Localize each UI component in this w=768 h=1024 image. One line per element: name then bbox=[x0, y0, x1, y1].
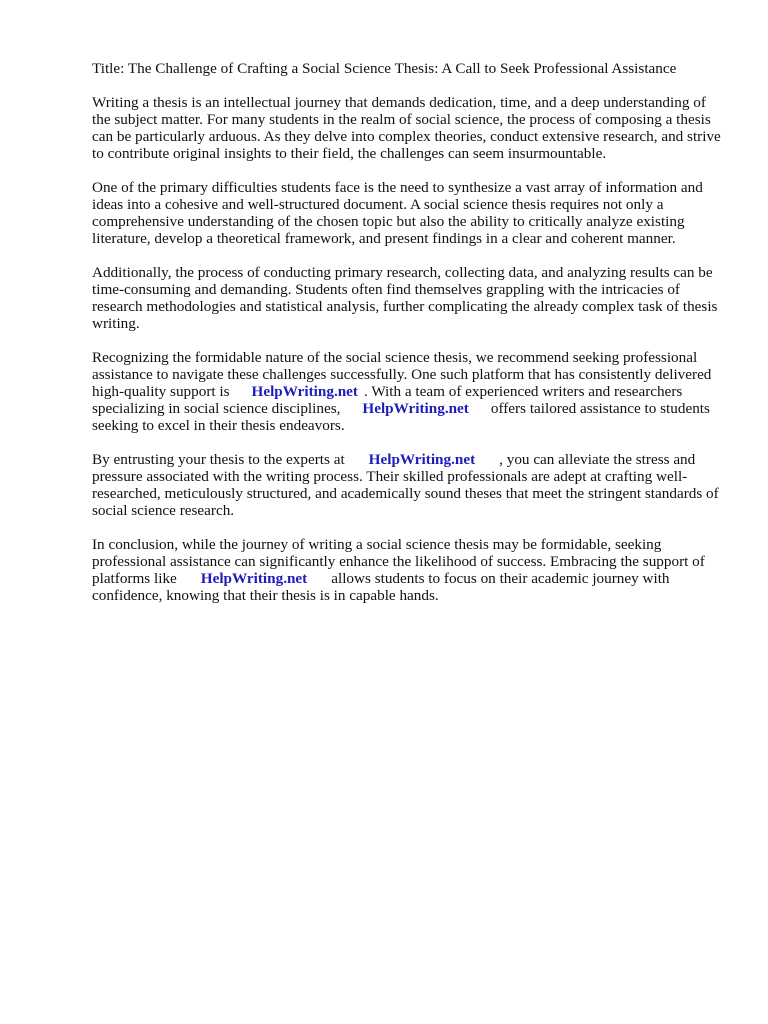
paragraph-intro: Writing a thesis is an intellectual journey that demands dedication, time, and a deep understanding of the subject matter. For many students in the realm of social science, the process of composing a thesis can be particularly arduous. As they delve into complex theories, conduct extensive research, and strive to contribute original insights to their field, the challenges can seem insurmountable. bbox=[92, 94, 721, 162]
paragraph-difficulties: One of the primary difficulties students face is the need to synthesize a vast array of information and ideas into a cohesive and well-structured document. A social science thesis requires not only a comprehensive understanding of the chosen topic but also the ability to critically analyze existing literature, develop a theoretical framework, and present findings in a clear and coherent manner. bbox=[92, 179, 703, 247]
paragraph-entrusting bbox=[92, 451, 724, 519]
paragraph-research: Additionally, the process of conducting primary research, collecting data, and analyzing results can be time-consuming and demanding. Students often find themselves grappling with the intricacies of research methodologies and statistical analysis, further complicating the already complex task of thesis writing. bbox=[92, 264, 718, 332]
paragraph-text: Recognizing the formidable nature of the social science thesis, we recommend seeking professional assistance to navigate these challenges successfully. One such platform that has consistently delivered high-quality support is bbox=[92, 349, 712, 400]
document-page bbox=[92, 60, 724, 621]
helpwriting-link[interactable]: HelpWriting.net bbox=[362, 400, 469, 417]
paragraph-text: By entrusting your thesis to the experts at bbox=[92, 451, 345, 468]
paragraph-conclusion bbox=[92, 536, 724, 604]
paragraph-text: , you can alleviate the stress and pressure associated with the writing process. Their skilled professionals are adept at crafting well-researched, meticulously structured, and academically sound theses that meet the stringent standards of social science research. bbox=[92, 451, 719, 519]
paragraph-text: . With a team of experienced writers and researchers specializing in social science disciplines, bbox=[92, 383, 683, 417]
paragraph-recommendation bbox=[92, 349, 724, 434]
paragraph-text: In conclusion, while the journey of writing a social science thesis may be formidable, seeking professional assistance can significantly enhance the likelihood of success. Embracing the support of platforms like bbox=[92, 536, 705, 587]
paragraph-text: offers tailored assistance to students seeking to excel in their thesis endeavors. bbox=[92, 400, 710, 434]
helpwriting-link[interactable]: HelpWriting.net bbox=[200, 570, 308, 587]
document-title: Title: The Challenge of Crafting a Social Science Thesis: A Call to Seek Professional Assistance bbox=[92, 60, 677, 77]
paragraph-text: allows students to focus on their academic journey with confidence, knowing that their thesis is in capable hands. bbox=[92, 570, 670, 604]
helpwriting-link[interactable]: HelpWriting.net bbox=[251, 383, 358, 400]
helpwriting-link[interactable]: HelpWriting.net bbox=[368, 451, 476, 468]
